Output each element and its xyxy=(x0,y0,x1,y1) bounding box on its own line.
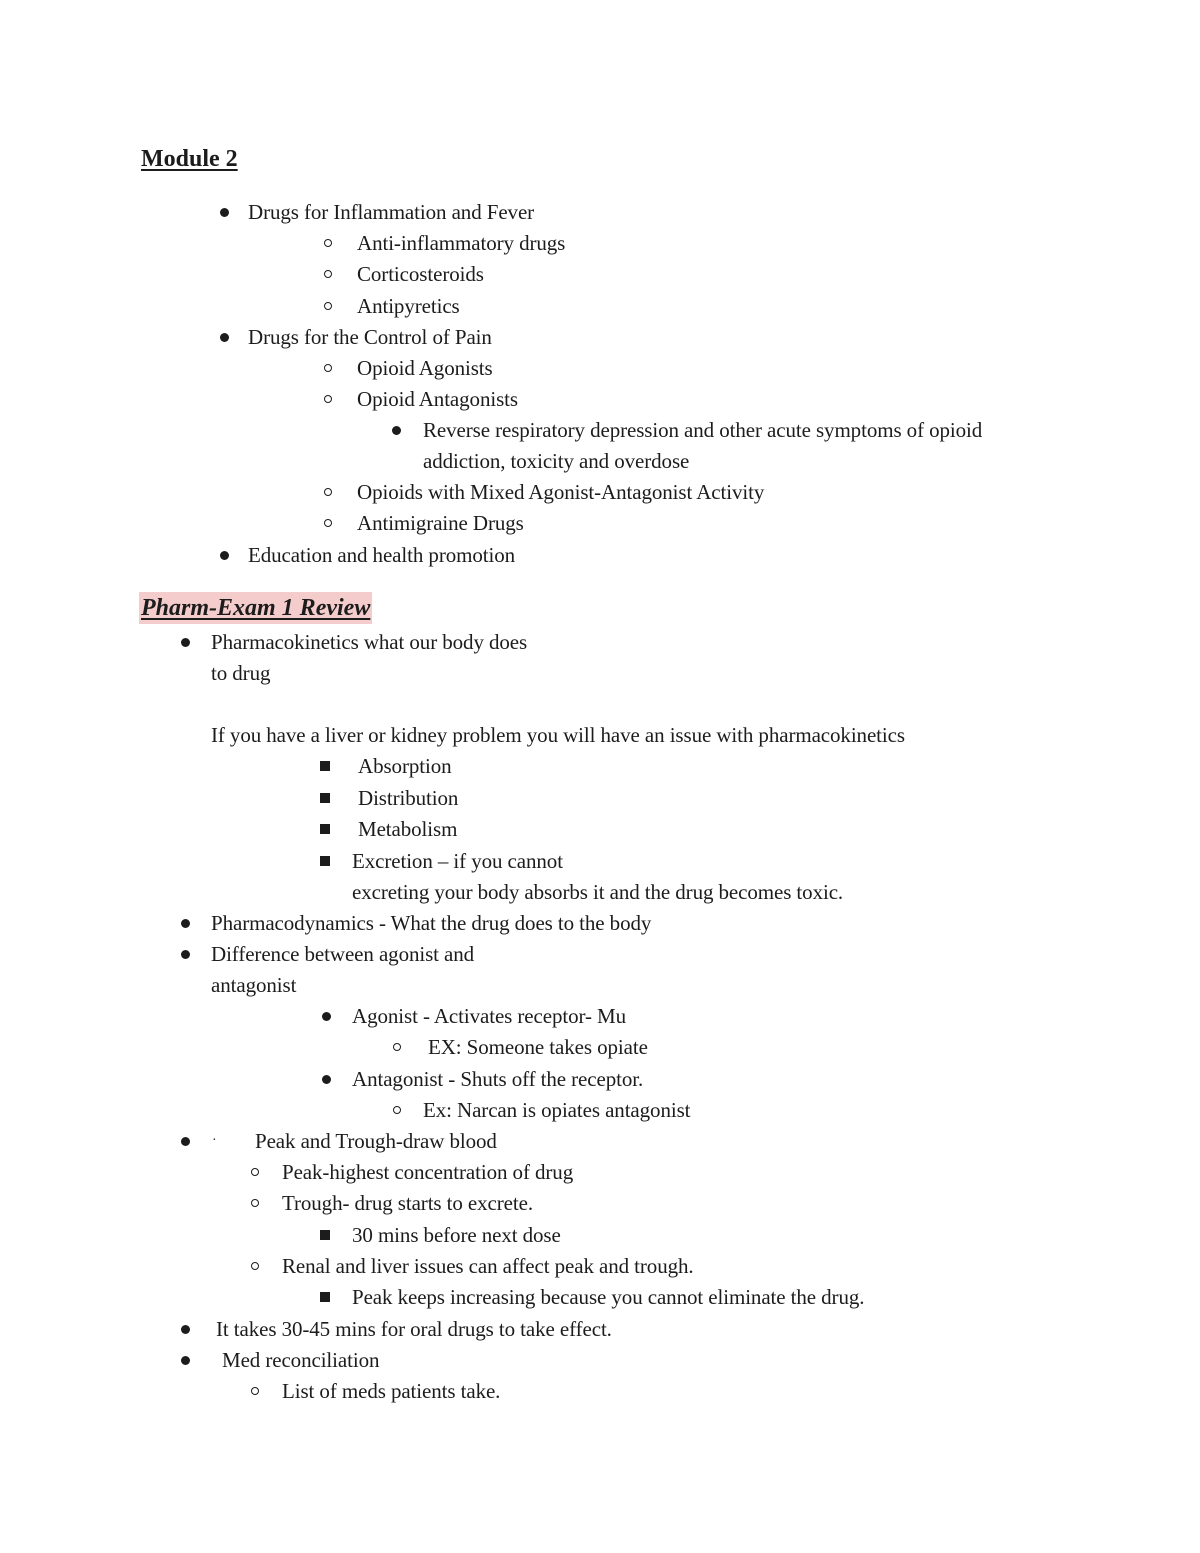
list-item: Opioid Agonists xyxy=(357,356,493,380)
bullet-icon xyxy=(177,1346,193,1374)
circle-bullet-icon xyxy=(247,1158,263,1186)
list-item: Anti-inflammatory drugs xyxy=(357,231,566,255)
bullet-icon xyxy=(216,198,232,226)
list-item: It takes 30-45 mins for oral drugs to take effect. xyxy=(216,1317,612,1341)
list-item: Distribution xyxy=(358,786,459,810)
bullet-icon xyxy=(388,416,404,444)
bullet-icon xyxy=(177,628,193,656)
circle-bullet-icon xyxy=(320,509,336,537)
list-item: Peak and Trough-draw blood xyxy=(255,1129,497,1153)
bullet-icon xyxy=(177,1127,193,1155)
circle-bullet-icon xyxy=(320,354,336,382)
list-item: Drugs for Inflammation and Fever xyxy=(248,200,535,224)
square-bullet-icon xyxy=(317,815,333,843)
list-item: Ex: Narcan is opiates antagonist xyxy=(423,1098,691,1122)
bullet-icon xyxy=(177,940,193,968)
list-item: Peak keeps increasing because you cannot eliminate the drug. xyxy=(352,1285,865,1309)
square-bullet-icon xyxy=(317,752,333,780)
list-item: Peak-highest concentration of drug xyxy=(282,1160,574,1184)
list-item: Pharmacodynamics - What the drug does to the body xyxy=(211,911,652,935)
circle-bullet-icon xyxy=(247,1377,263,1405)
list-item: Med reconciliation xyxy=(222,1348,380,1372)
circle-bullet-icon xyxy=(247,1189,263,1217)
bullet-icon xyxy=(177,1315,193,1343)
bullet-icon xyxy=(318,1065,334,1093)
list-item: 30 mins before next dose xyxy=(352,1223,561,1247)
review-title: Pharm-Exam 1 Review xyxy=(139,592,372,624)
list-item-continuation: excreting your body absorbs it and the drug becomes toxic. xyxy=(352,880,844,904)
list-item: Difference between agonist and xyxy=(211,942,475,966)
middle-dot-marker: · xyxy=(212,1133,217,1148)
list-item: Opioids with Mixed Agonist-Antagonist Activity xyxy=(357,480,765,504)
list-item: Drugs for the Control of Pain xyxy=(248,325,492,349)
circle-bullet-icon xyxy=(320,385,336,413)
list-item: Pharmacokinetics what our body does xyxy=(211,630,528,654)
circle-bullet-icon xyxy=(320,478,336,506)
bullet-icon xyxy=(216,541,232,569)
list-item: Opioid Antagonists xyxy=(357,387,518,411)
circle-bullet-icon xyxy=(320,229,336,257)
list-item-continuation: to drug xyxy=(211,661,271,685)
list-item: Excretion – if you cannot xyxy=(352,849,563,873)
list-item: Absorption xyxy=(358,754,452,778)
circle-bullet-icon xyxy=(320,292,336,320)
note-text: If you have a liver or kidney problem you will have an issue with pharmacokinetics xyxy=(211,723,905,747)
bullet-icon xyxy=(177,909,193,937)
bullet-icon xyxy=(318,1002,334,1030)
module-title: Module 2 xyxy=(141,146,238,172)
circle-bullet-icon xyxy=(389,1033,405,1061)
list-item: Metabolism xyxy=(358,817,458,841)
list-item: Renal and liver issues can affect peak and trough. xyxy=(282,1254,694,1278)
circle-bullet-icon xyxy=(320,260,336,288)
list-item: EX: Someone takes opiate xyxy=(428,1035,648,1059)
list-item: Trough- drug starts to excrete. xyxy=(282,1191,533,1215)
list-item: Education and health promotion xyxy=(248,543,516,567)
list-item: Antagonist - Shuts off the receptor. xyxy=(352,1067,644,1091)
bullet-icon xyxy=(216,323,232,351)
list-item: Antipyretics xyxy=(357,294,460,318)
list-item-continuation: addiction, toxicity and overdose xyxy=(423,449,690,473)
list-item: Antimigraine Drugs xyxy=(357,511,524,535)
list-item: List of meds patients take. xyxy=(282,1379,501,1403)
circle-bullet-icon xyxy=(389,1096,405,1124)
list-item: Reverse respiratory depression and other acute symptoms of opioid xyxy=(423,418,983,442)
square-bullet-icon xyxy=(317,784,333,812)
list-item: Corticosteroids xyxy=(357,262,484,286)
list-item-continuation: antagonist xyxy=(211,973,297,997)
list-item: Agonist - Activates receptor- Mu xyxy=(352,1004,626,1028)
circle-bullet-icon xyxy=(247,1252,263,1280)
square-bullet-icon xyxy=(317,1283,333,1311)
square-bullet-icon xyxy=(317,847,333,875)
square-bullet-icon xyxy=(317,1221,333,1249)
